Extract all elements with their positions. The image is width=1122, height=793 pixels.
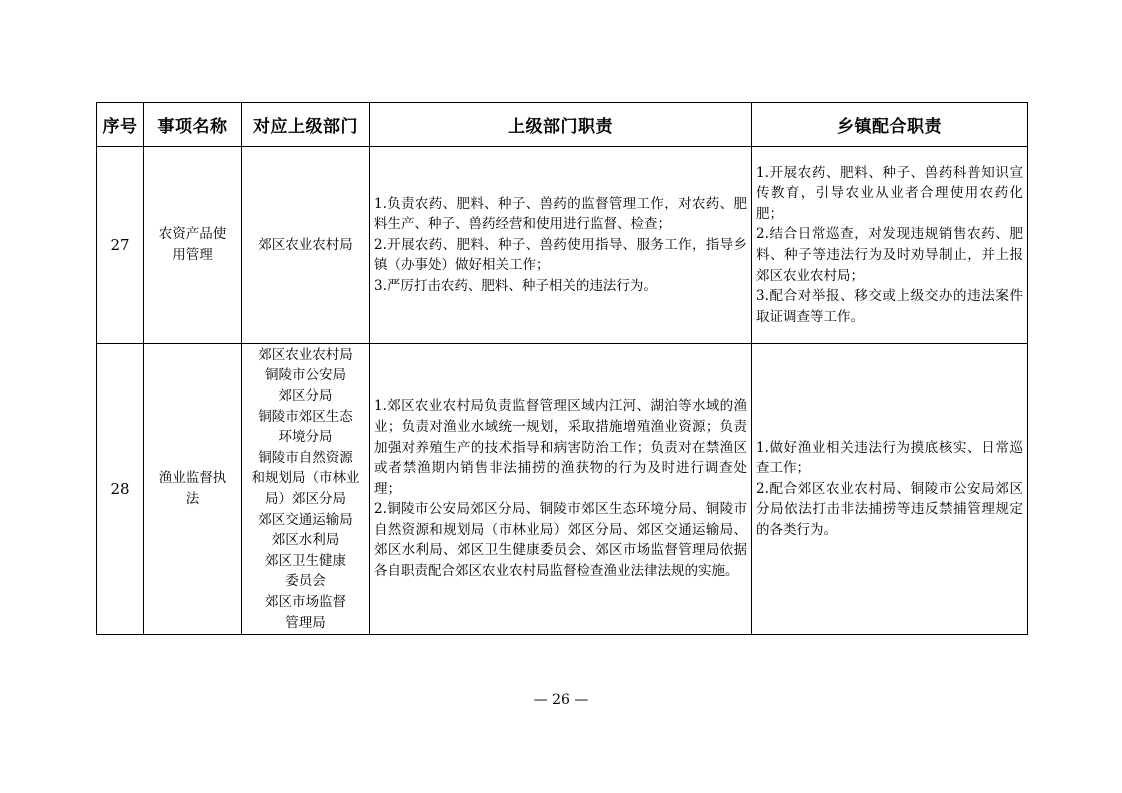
table-row: [97, 147, 1028, 344]
header-superior-duties: 上级部门职责: [370, 103, 752, 147]
duty-paragraph: 3.配合对举报、移交或上级交办的违法案件取证调查等工作。: [756, 288, 1023, 325]
department-line: 铜陵市自然资源: [258, 449, 353, 466]
duty-table: [96, 102, 1028, 635]
row-number: 27: [97, 147, 144, 344]
department-line: 郊区农业农村局: [258, 346, 353, 363]
department-line: 郊区水利局: [271, 532, 340, 549]
duty-paragraph: 1.开展农药、肥料、种子、兽药科普知识宣传教育，引导农业从业者合理使用农药化肥；: [756, 164, 1023, 222]
department-line: 郊区卫生健康: [265, 552, 346, 569]
township-duties: [752, 147, 1028, 344]
duty-paragraph: 1.郊区农业农村局负责监督管理区域内江河、湖泊等水域的渔业；负责对渔业水域统一规划，采取措施增殖渔业资源；负责加强对养殖生产的技术指导和病害防治工作；负责对在禁渔区或者禁渔期内销售非法捕捞的渔获物的行为及时进行调查处理；: [374, 398, 747, 497]
department-line: 郊区交通运输局: [258, 511, 353, 528]
table-header-row: [97, 103, 1028, 147]
page-number: — 26 —: [533, 692, 589, 708]
duty-paragraph: 1.做好渔业相关违法行为摸底核实、日常巡查工作；: [756, 439, 1023, 477]
header-item-name: 事项名称: [144, 103, 242, 147]
superior-duties: [370, 344, 752, 635]
superior-department: [242, 344, 370, 635]
duty-paragraph: 2.开展农药、肥料、种子、兽药使用指导、服务工作，指导乡镇（办事处）做好相关工作；: [374, 236, 747, 274]
duty-paragraph: 2.配合郊区农业农村局、铜陵市公安局郊区分局依法打击非法捕捞等违反禁捕管理规定的各类行为。: [756, 480, 1023, 538]
duty-paragraph: 2.铜陵市公安局郊区分局、铜陵市郊区生态环境分局、铜陵市自然资源和规划局（市林业局）郊区分局、郊区交通运输局、郊区水利局、郊区卫生健康委员会、郊区市场监督管理局依据各自职责配合郊区农业农村局监督检查渔业法律法规的实施。: [374, 501, 747, 580]
department-line: 郊区分局: [278, 388, 333, 405]
department-line: 和规划局（市林业: [251, 470, 360, 487]
superior-department: [242, 147, 370, 344]
table-row: [97, 344, 1028, 635]
department-line: 铜陵市郊区生态: [258, 408, 353, 425]
duty-paragraph: 3.严厉打击农药、肥料、种子相关的违法行为。: [374, 277, 657, 294]
department-line: 铜陵市公安局: [265, 367, 346, 384]
department-line: 局）郊区分局: [265, 491, 346, 507]
item-name: 农资产品使用管理: [144, 147, 242, 344]
duty-paragraph: 2.结合日常巡查，对发现违规销售农药、肥料、种子等违法行为及时劝导制止，并上报郊区农业农村局；: [756, 226, 1023, 284]
department-line: 管理局: [285, 614, 326, 631]
item-name: 渔业监督执法: [144, 344, 242, 635]
township-duties: [752, 344, 1028, 635]
header-number: 序号: [97, 103, 144, 147]
superior-duties: [370, 147, 752, 344]
header-superior-department: 对应上级部门: [242, 103, 370, 147]
department-line: 委员会: [285, 573, 326, 590]
row-number: 28: [97, 344, 144, 635]
department-line: 郊区市场监督: [265, 593, 346, 610]
department-line: 郊区农业农村局: [258, 236, 353, 253]
department-line: 环境分局: [278, 429, 333, 446]
header-township-duties: 乡镇配合职责: [752, 103, 1028, 147]
duty-paragraph: 1.负责农药、肥料、种子、兽药的监督管理工作，对农药、肥料生产、种子、兽药经营和使用进行监督、检查；: [374, 195, 747, 233]
